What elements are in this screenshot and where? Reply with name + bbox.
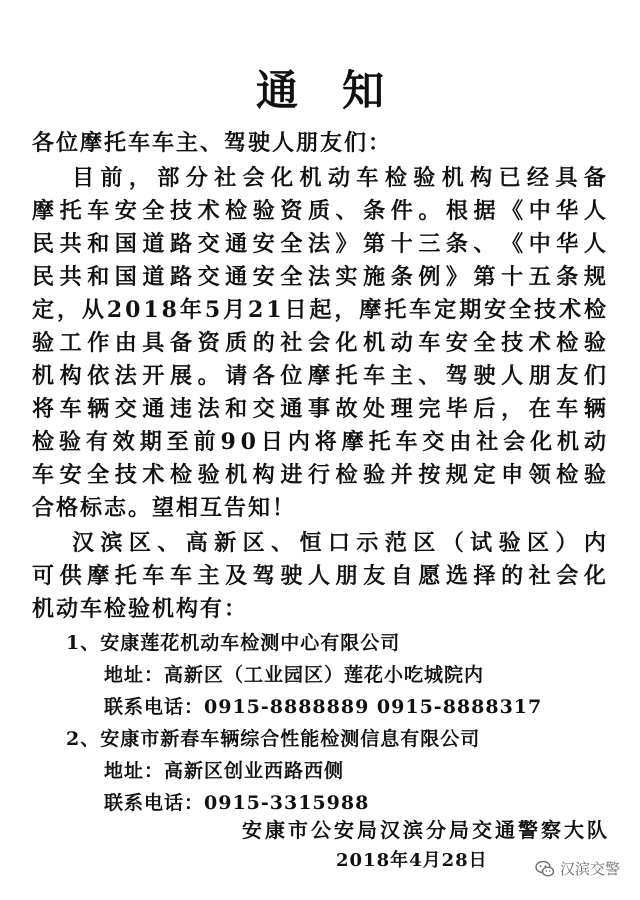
watermark: [535, 858, 620, 879]
paragraph2-line: 可 供 摩 托 车 车 主 及 驾 驶 人 朋 友 自 愿 选 择 的 社 会 化: [32, 563, 608, 589]
paragraph1-line: 机 构 依 法 开 展 。 请 各 位 摩 托 车 主 、 驾 驶 人 朋 友 们: [32, 363, 608, 389]
notice-date: 2018年4月28日: [336, 850, 488, 871]
paragraph1-line: 民 共 和 国 道 路 交 通 安 全 法 》 第 十 三 条 、 《 中 华 人: [32, 231, 608, 257]
watermark-label: 汉滨交警: [559, 860, 620, 878]
paragraph1-line: 将 车 辆 交 通 违 法 和 交 通 事 故 处 理 完 毕 后 ， 在 车 辆: [32, 396, 608, 422]
signature: 安康市公安局汉滨分局交通警察大队: [242, 818, 610, 842]
institution-name: 1、安康莲花机动车检测中心有限公司: [66, 632, 401, 654]
paragraph1-line: 合格标志。望相互告知！: [32, 495, 297, 521]
institution-name: 2、安康市新春车辆综合性能检测信息有限公司: [66, 728, 481, 750]
paragraph1-line: 目 前 ， 部 分 社 会 化 机 动 车 检 验 机 构 已 经 具 备: [72, 165, 608, 191]
salutation: 各位摩托车车主、驾驶人朋友们：: [32, 130, 393, 156]
paragraph1-line: 验 工 作 由 具 备 资 质 的 社 会 化 机 动 车 安 全 技 术 检 验: [32, 330, 608, 356]
paragraph1-line: 摩 托 车 安 全 技 术 检 验 资 质 、 条 件 。 根 据 《 中 华 人: [32, 198, 608, 224]
paragraph1-line: 车 安 全 技 术 检 验 机 构 进 行 检 验 并 按 规 定 申 领 检 验: [32, 462, 608, 488]
notice-title: 通知: [255, 66, 428, 115]
institution-phone: 联系电话：0915-8888889 0915-8888317: [104, 696, 543, 718]
paragraph2-line: 汉 滨 区 、 高 新 区 、 恒 口 示 范 区 （ 试 验 区 ） 内: [72, 530, 608, 556]
paragraph1-line: 民 共 和 国 道 路 交 通 安 全 法 实 施 条 例 》 第 十 五 条 规: [32, 264, 608, 290]
institution-address: 地址：高新区创业西路西侧: [104, 760, 345, 782]
paragraph2-line: 机动车检验机构有：: [32, 596, 249, 622]
wechat-icon: [535, 859, 555, 879]
institution-address: 地址：高新区（工业园区）莲花小吃城院内: [104, 664, 485, 686]
institution-phone: 联系电话：0915-3315988: [104, 792, 370, 814]
paragraph1-line: 定 ， 从 2 0 1 8 年 5 月 2 1 日 起 ， 摩 托 车 定 期 安 全 技 术 检: [32, 297, 608, 323]
paragraph1-line: 检 验 有 效 期 至 前 9 0 日 内 将 摩 托 车 交 由 社 会 化 机 动: [32, 429, 608, 455]
